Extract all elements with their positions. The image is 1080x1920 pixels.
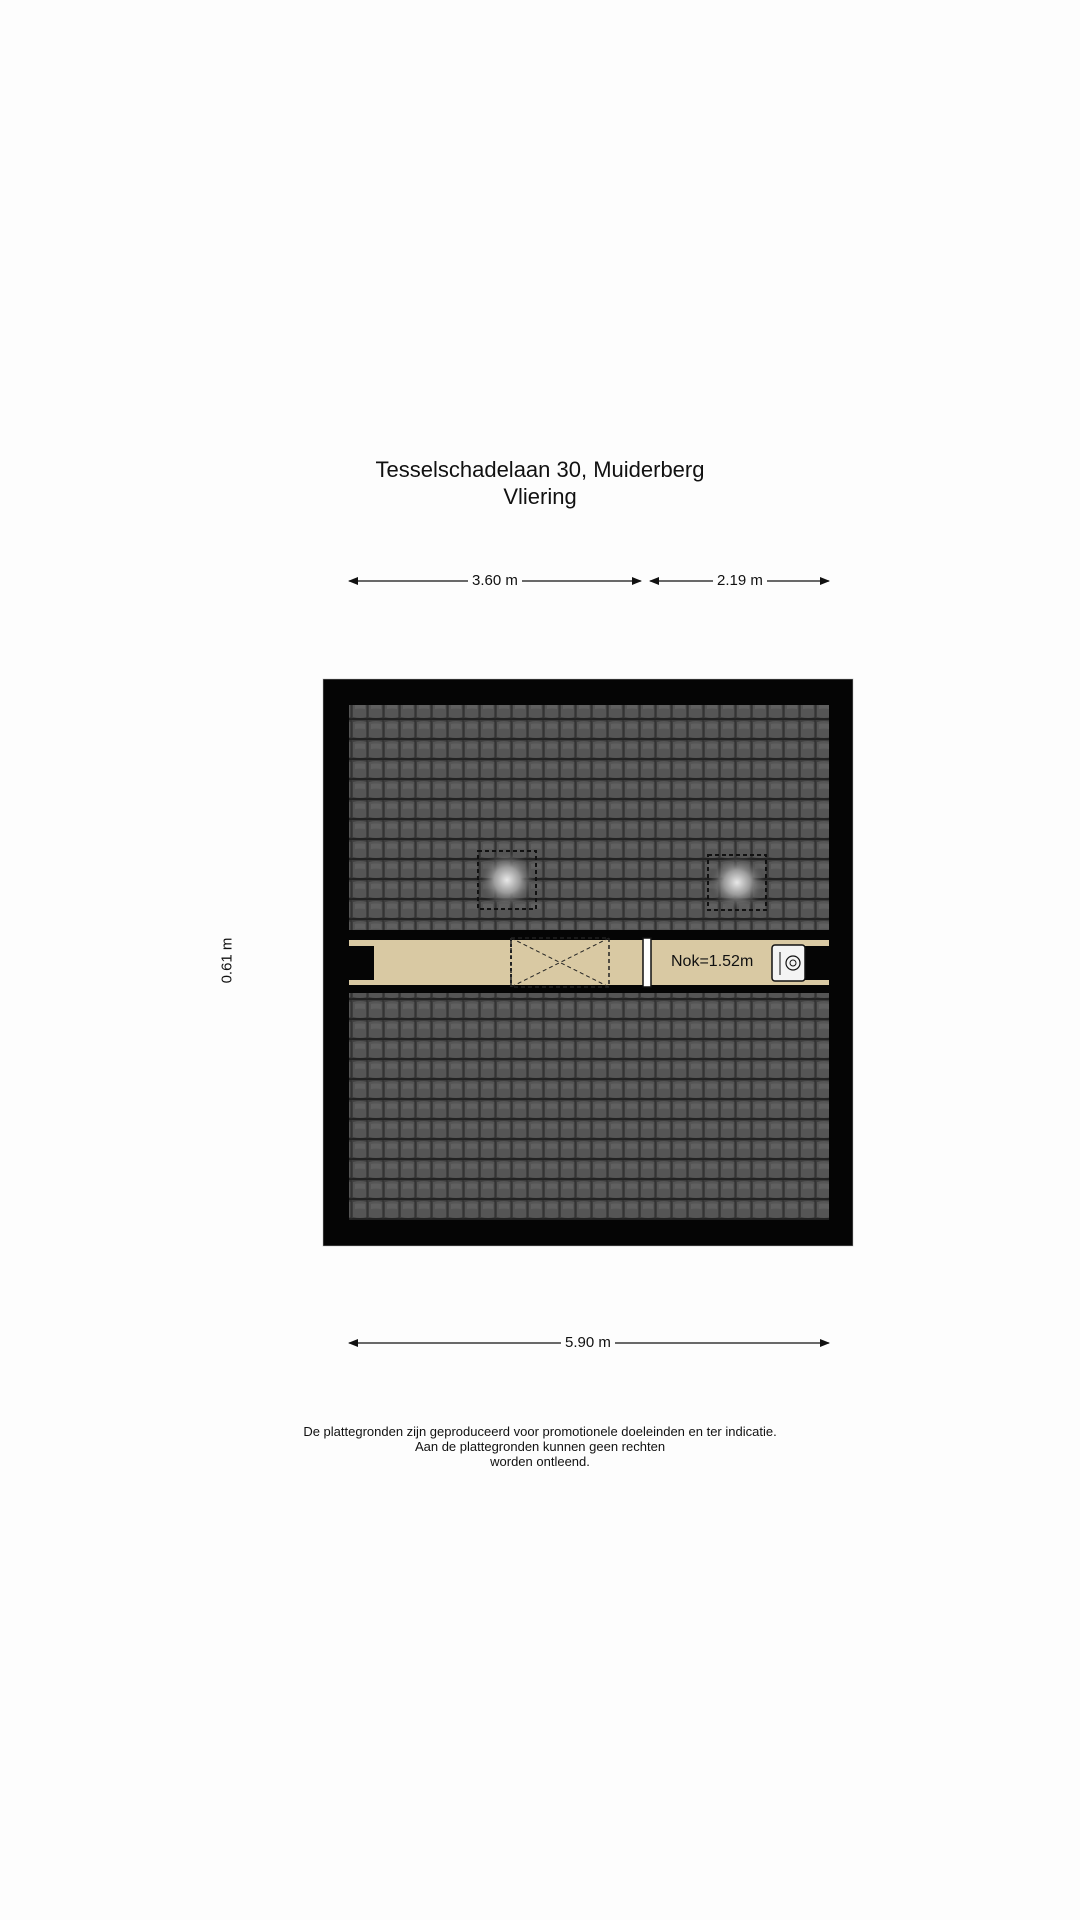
skylight-left [478,851,536,909]
disclaimer-line-3: worden ontleend. [490,1454,590,1469]
disclaimer [0,1424,1080,1469]
skylight-right [708,855,766,910]
wall-stub-left [349,946,374,980]
wall-stub-right [805,946,829,980]
partition [643,938,651,987]
loft-floor [349,940,829,985]
roof-lower [349,993,829,1220]
dimension-label-bottom: 5.90 m [561,1334,615,1352]
address-line: Tesselschadelaan 30, Muiderberg [375,457,705,482]
ridge-height-label: Nok=1.52m [671,953,754,970]
disclaimer-line-1: De plattegronden zijn geproduceerd voor promotionele doeleinden en ter indicatie. [303,1424,777,1439]
dimension-label-left: 0.61 m [218,937,236,984]
disclaimer-line-2: Aan de plattegronden kunnen geen rechten [414,1439,666,1454]
dimension-label-top-left: 3.60 m [468,572,522,590]
floor-name: Vliering [503,484,577,509]
boiler-icon [772,945,805,981]
dimension-label-top-right: 2.19 m [713,572,767,590]
